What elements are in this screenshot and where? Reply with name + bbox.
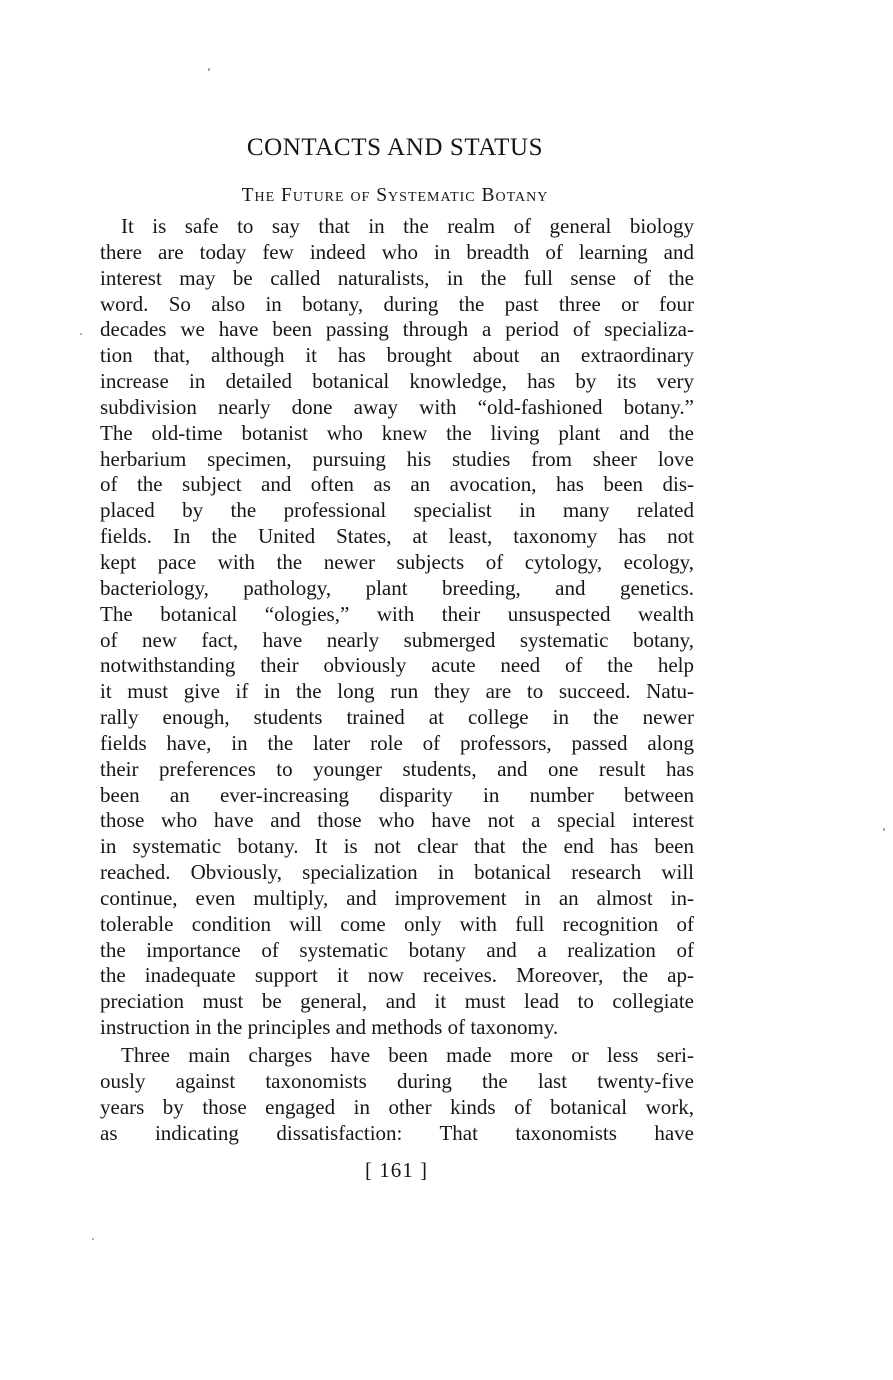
text-line: preciation must be general, and it must lead to collegiate xyxy=(100,989,694,1014)
paper-speck xyxy=(92,1238,94,1240)
chapter-title: CONTACTS AND STATUS xyxy=(246,134,544,161)
text-line: interest may be called naturalists, in the full sense of the xyxy=(100,265,694,290)
text-line: their preferences to younger students, and one result has xyxy=(100,756,694,781)
text-line: word. So also in botany, during the past three or four xyxy=(100,291,694,316)
text-line: of the subject and often as an avocation, has been dis- xyxy=(100,472,694,497)
paragraph xyxy=(100,214,694,1041)
text-line: years by those engaged in other kinds of botanical work, xyxy=(100,1094,694,1119)
text-line: fields. In the United States, at least, taxonomy has not xyxy=(100,524,694,549)
text-line: subdivision nearly done away with “old-fashioned botany.” xyxy=(100,394,694,419)
text-line: continue, even multiply, and improvement in an almost in- xyxy=(100,885,694,910)
text-line: herbarium specimen, pursuing his studies from sheer love xyxy=(100,446,694,471)
text-line: those who have and those who have not a special interest xyxy=(100,808,694,833)
paper-speck xyxy=(883,828,885,831)
text-line: in systematic botany. It is not clear that the end has been xyxy=(100,834,694,859)
text-line: placed by the professional specialist in many related xyxy=(100,498,694,523)
text-line: been an ever-increasing disparity in number between xyxy=(100,782,694,807)
text-line: rally enough, students trained at college in the newer xyxy=(100,705,694,730)
text-line: Three main charges have been made more or less seri- xyxy=(121,1043,694,1067)
text-line: the inadequate support it now receives. Moreover, the ap- xyxy=(100,963,694,988)
paper-speck xyxy=(208,68,210,71)
page-number: [ 161 ] xyxy=(365,1158,428,1182)
text-line: of new fact, have nearly submerged systematic botany, xyxy=(100,627,694,652)
text-line: The botanical “ologies,” with their unsuspected wealth xyxy=(100,601,694,626)
text-line: fields have, in the later role of professors, passed along xyxy=(100,730,694,755)
text-line: as indicating dissatisfaction: That taxonomists have xyxy=(100,1120,694,1145)
text-line: there are today few indeed who in breadth of learning and xyxy=(100,239,694,264)
text-line: tion that, although it has brought about an extraordinary xyxy=(100,343,694,368)
text-line: The old-time botanist who knew the living plant and the xyxy=(100,420,694,445)
text-line: the importance of systematic botany and a realization of xyxy=(100,937,694,962)
text-line: reached. Obviously, specialization in botanical research will xyxy=(100,860,694,885)
section-title: The Future of Systematic Botany xyxy=(241,185,549,206)
text-line: it must give if in the long run they are to succeed. Natu- xyxy=(100,679,694,704)
paragraph xyxy=(100,1043,694,1146)
text-line: kept pace with the newer subjects of cytology, ecology, xyxy=(100,549,694,574)
text-line: decades we have been passing through a period of specializa- xyxy=(100,317,694,342)
text-line: tolerable condition will come only with full recognition of xyxy=(100,911,694,936)
text-line: increase in detailed botanical knowledge, has by its very xyxy=(100,369,694,394)
paper-speck xyxy=(80,333,82,335)
text-line: notwithstanding their obviously acute need of the help xyxy=(100,653,694,678)
text-line: bacteriology, pathology, plant breeding, and genetics. xyxy=(100,575,694,600)
text-line: instruction in the principles and methods of taxonomy. xyxy=(100,1015,559,1040)
text-line: It is safe to say that in the realm of general biology xyxy=(121,214,694,238)
text-line: ously against taxonomists during the last twenty-five xyxy=(100,1068,694,1093)
